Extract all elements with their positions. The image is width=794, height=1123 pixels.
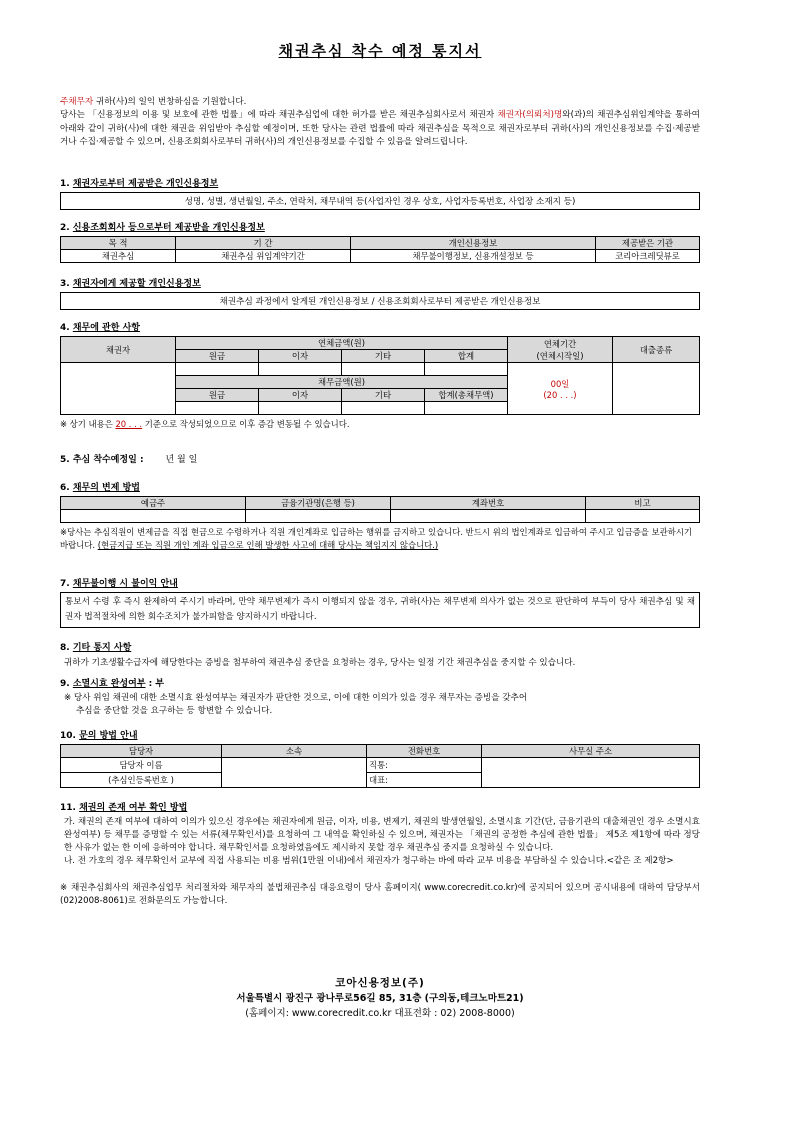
section-heading: 10. 문의 방법 안내 (60, 731, 138, 741)
creditor-placeholder: 채권자(의뢰처)명 (497, 110, 563, 121)
loan-type-cell (613, 363, 700, 415)
table-row (61, 510, 700, 523)
section-2 (60, 220, 700, 263)
section-heading: 6. 채무의 변제 방법 (60, 483, 140, 493)
section-heading: 1. 채권자로부터 제공받은 개인신용정보 (60, 179, 219, 189)
section-heading: 5. 추심 착수예정일 : 년 월 일 (60, 455, 198, 465)
company-address: 서울특별시 광진구 광나루로56길 85, 31층 (구의동,테크노마트21) (236, 993, 524, 1004)
section-8 (60, 640, 700, 668)
section-heading: 4. 채무에 관한 사항 (60, 323, 140, 333)
overdue-period-cell: 00일 (20 . . .) (508, 363, 613, 415)
section-heading: 7. 채무불이행 시 불이익 안내 (60, 579, 178, 589)
table-row: 채권추심 채권추심 위임계약기간 채무불이행정보, 신용개설정보 등 코리아크레딧뷰로 (61, 250, 700, 263)
section-7 (60, 576, 700, 628)
section-6 (60, 480, 700, 552)
list-item: 가. 채권의 존재 여부에 대하여 이의가 있으신 경우에는 채권자에게 원금, 이자, 비용, 변제기, 채권의 발생연월일, 소멸시효 기간(단, 금융기관의 대출채권인 경우 소멸시효 완성여부) 등 채무를 증명할 수 있는 서류(채무확인서)를 요청하여 그 내역을 확인하실 수 있으며, 채권자는 「채권의 공정한 추심에 관한 법률」 제5조 제1항에 따라 정당한 사유가 없는 한 이에 응하여야 합니다. 채무확인서를 요청하였음에도 제시하지 못할 경우 채권추심 중지를 요청하실 수 있습니다. (64, 817, 700, 853)
section-9 (60, 676, 700, 718)
section-7-content: 통보서 수령 후 즉시 완제하여 주시기 바라며, 만약 채무변제가 즉시 이행되지 않을 경우, 귀하(사)는 채무변제 의사가 없는 것으로 판단하여 부득이 당사 채권추심 및 채권자 법적절차에 의한 회수조치가 불가피함을 양지하시기 바랍니다. (60, 592, 700, 628)
homepage-note: ※ 채권추심회사의 채권추심업무 처리절차와 채무자의 불법채권추심 대응요령이 당사 홈페이지( www.corecredit.co.kr)에 공지되어 있으며 공시내용에 대하여 담당부서(02)2008-8061)로 전화문의도 가능합니다. (60, 883, 700, 906)
list-item: 나. 전 가호의 경우 채무확인서 교부에 직접 사용되는 비용 범위(1만원 이내)에서 채권자가 청구하는 바에 따라 교부 비용을 부담하실 수 있습니다.<같은 조 제2항> (64, 856, 674, 866)
section-3 (60, 276, 700, 310)
table-header: 개인신용정보 (351, 237, 596, 250)
table-header: 기 간 (176, 237, 351, 250)
company-name: 코아신용정보(주) (335, 977, 425, 989)
contact-table: 담당자 소속 전화번호 사무실 주소 담당자 이름 직통: (추심인등록번호 ) 대표: (60, 744, 700, 788)
table-header: 목 적 (61, 237, 176, 250)
section-11 (60, 800, 700, 908)
section-heading: 8. 기타 통지 사항 (60, 643, 132, 653)
intro-paragraph: 주채무자 귀하(사)의 일익 번창하심을 기원합니다. 당사는 「신용정보의 이용 및 보호에 관한 법률」에 따라 채권추심업에 대한 허가를 받은 채권추심회사로서 채권자 채권자(의뢰처)명와(과)의 채권추심위임계약을 통하여 아래와 같이 귀하(사)에 대한 채권을 위임받아 추심할 예정이며, 또한 당사는 관련 법률에 따라 채권추심을 목적으로 채권자로부터 귀하(사)의 개인신용정보를 수집·제공받거나 수집·제공할 수 있으며, 신용조회회사로부터 귀하(사)의 개인신용정보를 수집할 수 있음을 알려드립니다. (60, 97, 700, 148)
section-heading: 9. 소멸시효 완성여부 : 부 (60, 679, 165, 689)
company-contact: (홈페이지: www.corecredit.co.kr 대표전화 : 02) 2008-8000) (245, 1008, 515, 1019)
section-5 (60, 452, 700, 468)
document-title: 채권추심 착수 예정 통지서 (278, 42, 482, 60)
section-heading: 11. 채권의 존재 여부 확인 방법 (60, 803, 188, 813)
creditor-cell (61, 363, 176, 415)
section-heading: 3. 채권자에게 제공할 개인신용정보 (60, 279, 201, 289)
payment-note: ※당사는 추심직원이 변제금을 직접 현금으로 수령하거나 직원 개인계좌로 입금하는 행위를 금지하고 있습니다. 반드시 위의 법인계좌로 입금하여 주시고 입금증을 보관하시기 바랍니다. (현금지급 또는 직원 개인 계좌 입금으로 인해 발생한 사고에 대해 당사는 책임지지 않습니다.) (60, 527, 693, 550)
payment-table: 예금주 금융기관명(은행 등) 계좌번호 비고 (60, 496, 700, 523)
debt-note: ※ 상기 내용은 20 . . . 기준으로 작성되었으므로 이후 증감 변동될 수 있습니다. (60, 419, 350, 429)
debtor-placeholder: 주채무자 (60, 97, 94, 107)
section-10 (60, 728, 700, 788)
debt-table: 채권자 연체금액(원) 연체기간 (연체시작일) 대출종류 원금 이자 기타 합계 00일 (20 . . .) 채무금액(원) 원금 이자 기타 합계(총채무액) (60, 336, 700, 415)
section-3-content: 채권추심 과정에서 알게된 개인신용정보 / 신용조회회사로부터 제공받은 개인신용정보 (60, 292, 700, 310)
section-1 (60, 176, 700, 210)
section-1-content: 성명, 성별, 생년월일, 주소, 연락처, 채무내역 등(사업자인 경우 상호, 사업자등록번호, 사업장 소재지 등) (60, 192, 700, 210)
section-heading: 2. 신용조회회사 등으로부터 제공받을 개인신용정보 (60, 223, 265, 233)
section-8-content: 귀하가 기초생활수급자에 해당한다는 증빙을 첨부하여 채권추심 중단을 요청하는 경우, 당사는 일정 기간 채권추심을 중지할 수 있습니다. (64, 658, 576, 668)
section-9-content: ※ 당사 위임 채권에 대한 소멸시효 완성여부는 채권자가 판단한 것으로, 이에 대한 이의가 있을 경우 채무자는 증빙을 갖추어 추심을 중단할 것을 요구하는 등 항변할 수 있습니다. (64, 693, 528, 716)
footer (60, 976, 700, 1021)
section-4 (60, 320, 700, 431)
credit-info-table (60, 236, 700, 263)
table-header: 제공받은 기관 (596, 237, 700, 250)
